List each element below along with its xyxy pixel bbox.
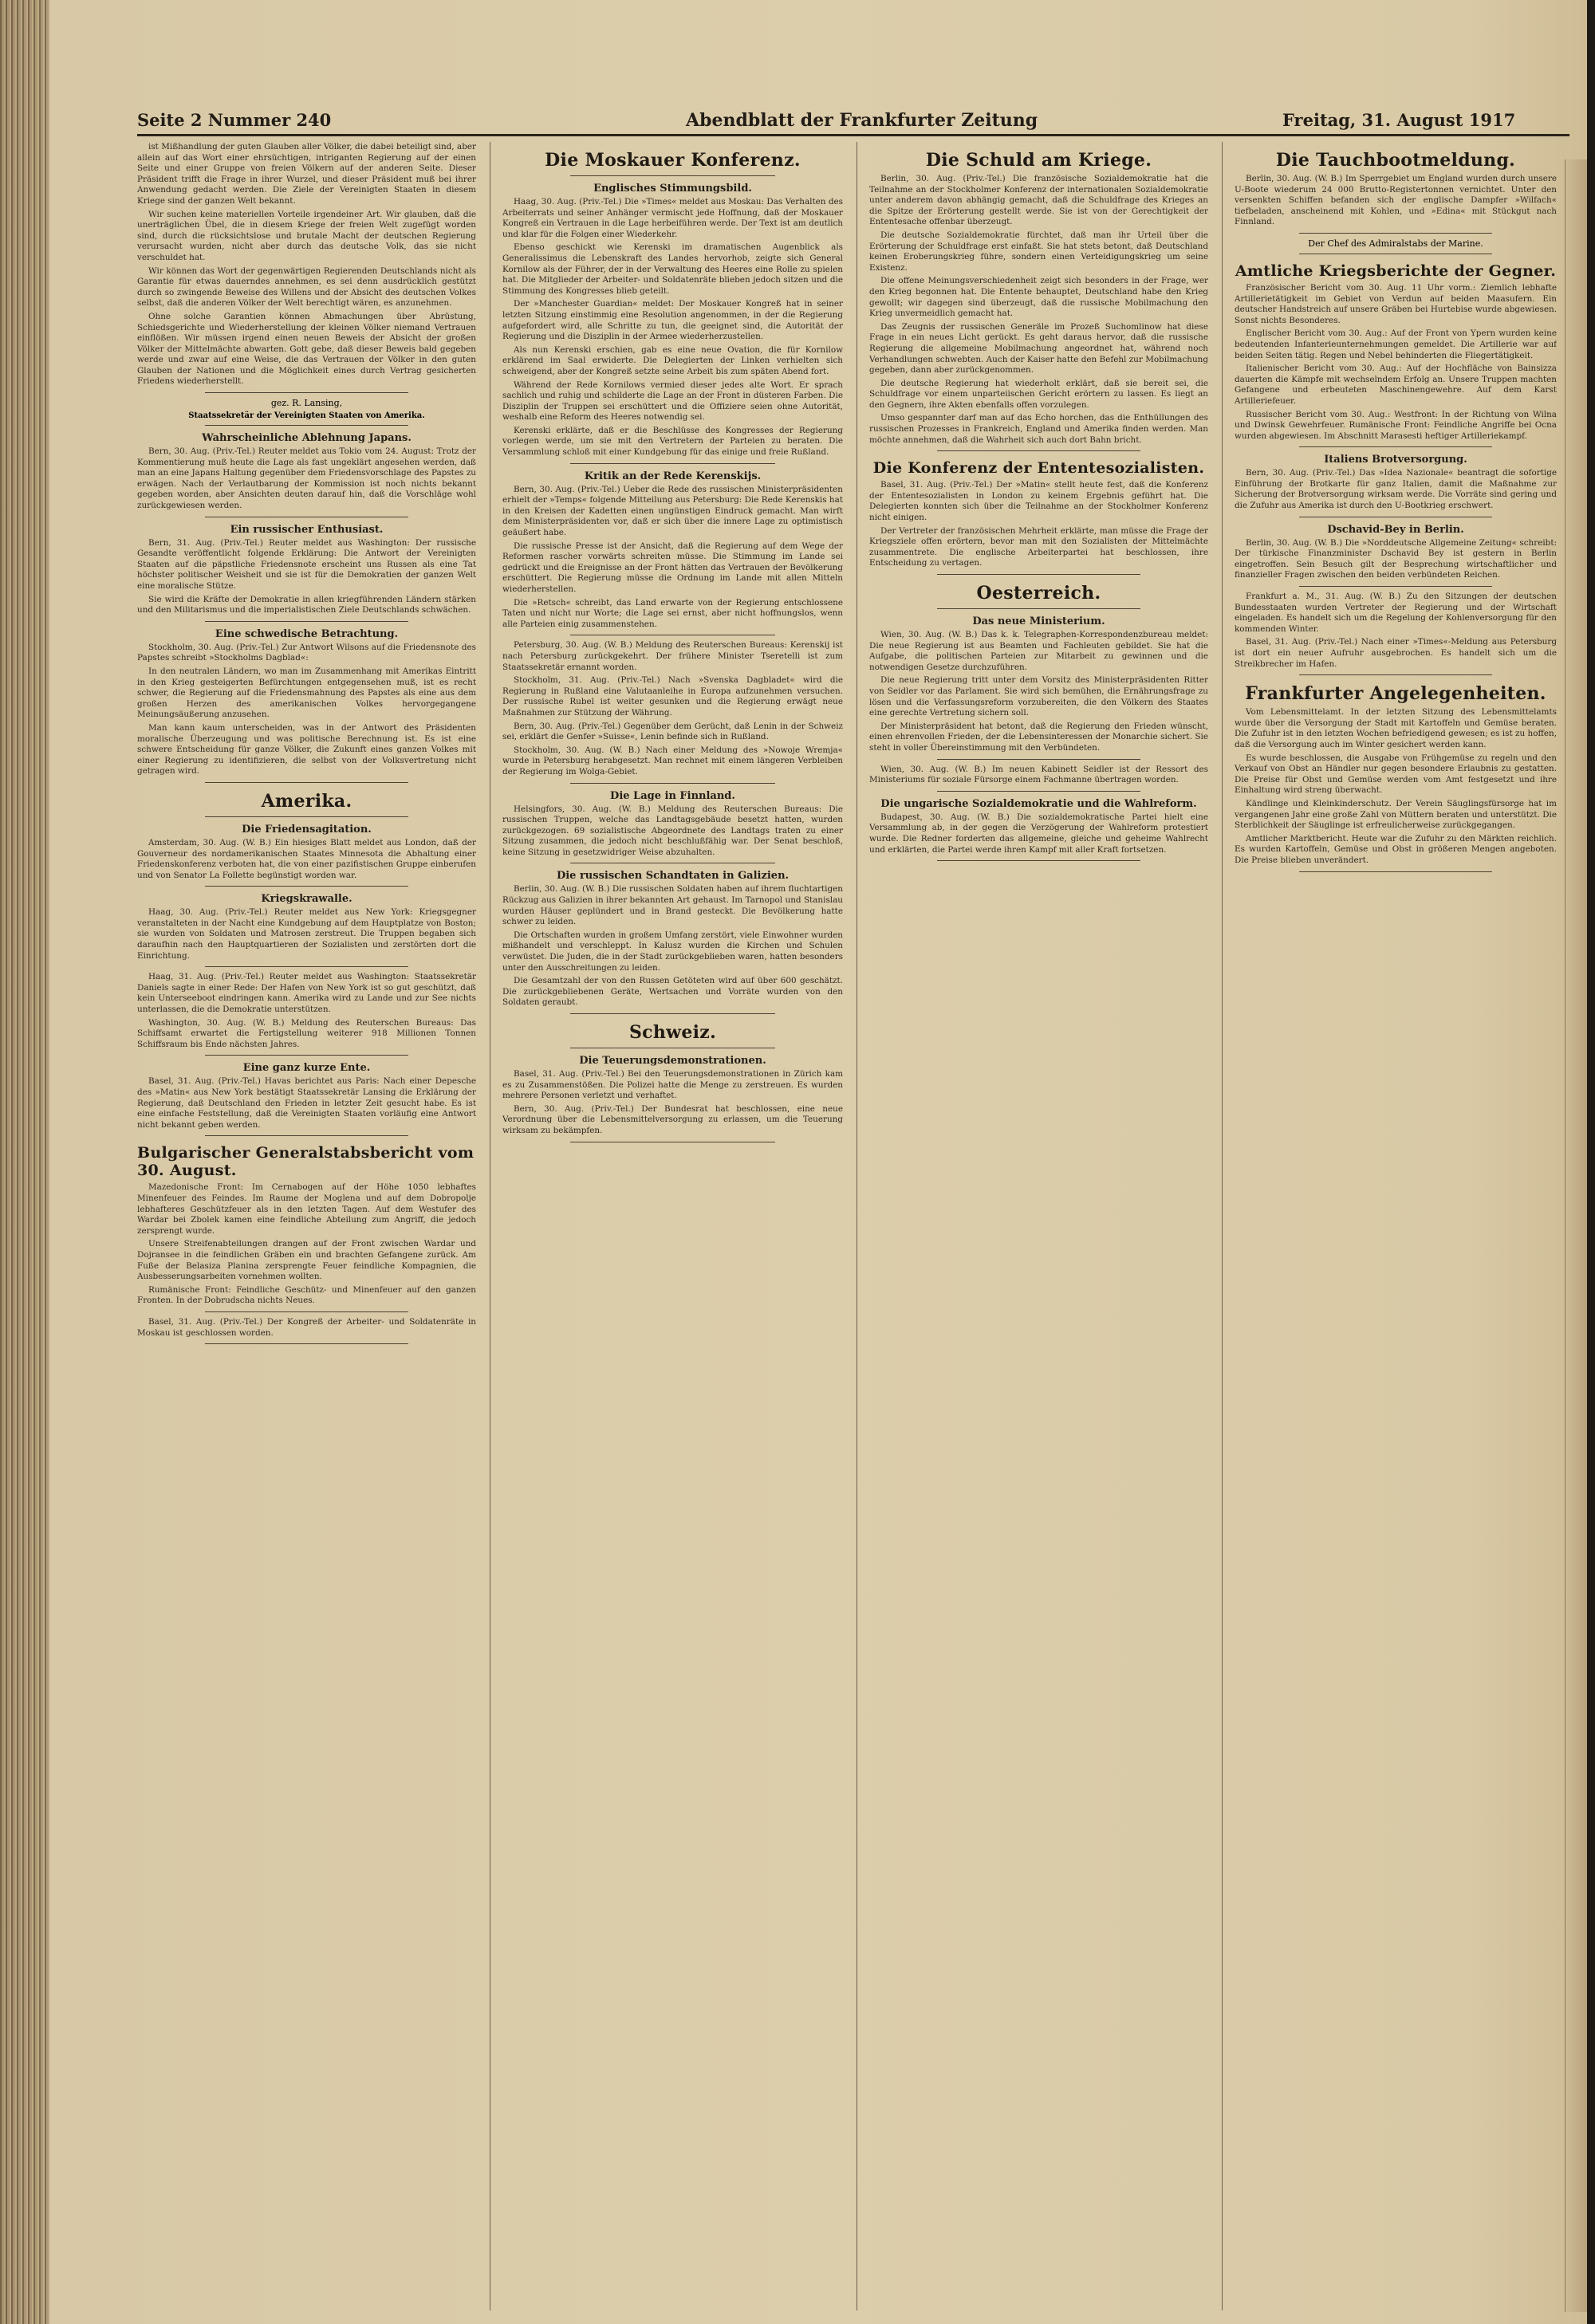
article-paragraph: Amsterdam, 30. Aug. (W. B.) Ein hiesiges Blatt meldet aus London, daß der Gouverneur des nordamerikanischen Staates Minnesota die Abhaltung einer Friedenskonferenz verboten hat, die von einer pazifistischen Gruppe einberufen und von Senator La Follette begünstigt worden war. [137,837,476,880]
article-paragraph: Während der Rede Kornilows vermied dieser jedes alte Wort. Er sprach sachlich und ruhig und schilderte die Lage an der Front in düsteren Farben. Die Disziplin der Truppen sei erschüttert und die Offiziere seien ohne Autorität, weshalb eine Reform des Heeres notwendig sei. [502,379,843,423]
article-paragraph: Bern, 31. Aug. (Priv.-Tel.) Reuter meldet aus Washington: Der russische Gesandte veröffentlicht folgende Erklärung: Die Antwort der Vereinigten Staaten auf die päpstliche Friedensnote erscheint uns Russen als eine Tat höchster politischer Weisheit und sie ist für die Demokratien der ganzen Welt eine moralische Stütze. [137,537,476,591]
article-paragraph: Amtlicher Marktbericht. Heute war die Zufuhr zu den Märkten reichlich. Es wurden Kartoffeln, Gemüse und Obst in größeren Mengen angeboten. Die Preise blieben unverändert. [1235,833,1557,865]
section-divider [937,450,1140,451]
article-paragraph: Das Zeugnis der russischen Generäle im Prozeß Suchomlinow hat diese Frage in ein neues Licht gerückt. Es geht daraus hervor, daß die russische Regierung die allgemeine Mobilmachung angeordnet hat, während noch Verhandlungen schwebten. Auch der Kaiser hatte den Befehl zur Mobilmachung gegeben, dann aber zurückgenommen. [869,321,1208,376]
article-paragraph: Bern, 30. Aug. (Priv.-Tel.) Gegenüber dem Gerücht, daß Lenin in der Schweiz sei, erklärt die Genfer »Suisse«, Lenin befinde sich in Rußland. [502,721,843,742]
section-headline: Die Schuld am Kriege. [925,150,1152,171]
subheadline: Die ungarische Sozialdemokratie und die Wahlreform. [880,797,1197,810]
article-paragraph: Bern, 30. Aug. (Priv.-Tel.) Der Bundesrat hat beschlossen, eine neue Verordnung über die Lebensmittelversorgung zu erlassen, um die Teuerung wirksam zu bekämpfen. [502,1103,843,1135]
section-headline: Schweiz. [628,1022,717,1043]
article-paragraph: Der Ministerpräsident hat betont, daß die Regierung den Frieden wünscht, einen ehrenvollen Frieden, der die Lebensinteressen der Monarchie sichert. Sie steht in voller Übereinstimmung mit den Verbündeten. [869,721,1208,753]
section-divider [205,816,408,817]
binding-edge [0,0,49,2324]
section-divider [570,175,774,176]
page-number: Seite 2 Nummer 240 [137,110,332,130]
subheadline: Das neue Ministerium. [972,615,1105,627]
section-headline: Frankfurter Angelegenheiten. [1245,683,1546,705]
article-paragraph: Der »Manchester Guardian« meldet: Der Moskauer Kongreß hat in seiner letzten Sitzung einstimmig eine Resolution angenommen, in der die Regierung aufgefordert wird, alle Schritte zu tun, die geeignet sind, die Autorität der Regierung und die Disziplin in der Armee wiederherzustellen. [502,299,843,342]
article-paragraph: Washington, 30. Aug. (W. B.) Meldung des Reuterschen Bureaus: Das Schiffsamt erwartet die Fertigstellung weiterer 918 Millionen Tonnen Schiffsraum bis Ende nächsten Jahres. [137,1017,476,1049]
article-paragraph: Wir können das Wort der gegenwärtigen Regierenden Deutschlands nicht als Garantie für etwas dauerndes annehmen, es sei denn ausdrücklich gestützt durch so zwingende Beweise des Willens und der Absicht des deutschen Volkes selbst, daß die anderen Völker der Welt berechtigt wären, es anzunehmen. [137,265,476,309]
article-paragraph: Wir suchen keine materiellen Vorteile irgendeiner Art. Wir glauben, daß die unerträglichen Übel, die in diesem Kriege der freien Welt zugefügt worden sind, durch die rücksichtslose und brutale Macht der deutschen Regierung verursacht wurden, nicht aber durch das deutsche Volk, das sie nicht verschuldet hat. [137,209,476,262]
section-divider [570,463,774,464]
article-paragraph: Die neue Regierung tritt unter dem Vorsitz des Ministerpräsidenten Ritter von Seidler vor das Parlament. Sie wird sich bemühen, die Ernährungsfrage zu lösen und die Verfassungsreform vorzubereiten, die den Völkern des Staates eine gerechte Vertretung sichern soll. [869,675,1208,718]
section-divider [205,621,408,622]
article-paragraph: ist Mißhandlung der guten Glauben aller Völker, die dabei beteiligt sind, aber allein auf das Wort einer ehrsüchtigen, intriganten Regierung auf der einen Seite und einer Gruppe von freien Völkern auf der anderen Seite. Dieser Präsident trifft die Frage in ihrer Wurzel, und dieser Präsident muß bei ihrer Anwendung gedacht werden. Die Ziele der Vereinigten Staaten in diesem Kriege sind der ganzen Welt bekannt. [137,142,476,206]
section-divider [205,1311,408,1312]
section-divider [1299,586,1492,587]
section-divider [937,759,1140,760]
article-paragraph: Die Gesamtzahl der von den Russen Getöteten wird auf über 600 geschätzt. Die zurückgebliebenen Geräte, Wertsachen und Vorräte wurden von den Soldaten geraubt. [502,976,843,1008]
subheadline: Die Friedensagitation. [242,823,372,836]
article-paragraph: Russischer Bericht vom 30. Aug.: Westfront: In der Richtung von Wilna und Dwinsk Gewehrfeuer. Rumänische Front: Feindliche Angriffe bei Ocna wurden abgewiesen. Im Abschnitt Marasesti heftiger Artilleriekampf. [1235,409,1557,441]
subheadline: Englisches Stimmungsbild. [593,183,752,195]
subheadline: Eine ganz kurze Ente. [242,1062,371,1075]
article-paragraph: Französischer Bericht vom 30. Aug. 11 Uhr vorm.: Ziemlich lebhafte Artillerietätigkeit im Gebiet von Verdun auf beiden Maasufern. Ein deutscher Handstreich auf unsere Gräben bei Hurtebise wurde abgewiesen. Sonst nichts Besonderes. [1235,282,1557,325]
article-paragraph: Basel, 31. Aug. (Priv.-Tel.) Bei den Teuerungsdemonstrationen in Zürich kam es zu Zusammenstößen. Die Polizei hatte die Menge zu zerstreuen. Es wurden mehrere Personen verletzt und verhaftet. [502,1069,843,1101]
article-paragraph: Berlin, 30. Aug. (W. B.) Im Sperrgebiet um England wurden durch unsere U-Boote wiederum 24 000 Brutto-Registertonnen vernichtet. Unter den versenkten Schiffen befanden sich der englische Dampfer »Wilfach« tiefbeladen, anscheinend mit Kohlen, und »Edina« mit Stückgut nach Finnland. [1235,174,1557,227]
column-1 [137,142,476,2314]
section-divider [570,783,774,784]
article-paragraph: Kerenski erklärte, daß er die Beschlüsse des Kongresses der Regierung vorlegen werde, um sie mit den Vertretern der Parteien zu beraten. Die Versammlung schloß mit einer Kundgebung für das einige und freie Rußland. [502,425,843,458]
section-divider [205,966,408,967]
section-divider [937,574,1140,575]
column-3 [869,142,1208,2314]
article-paragraph: Petersburg, 30. Aug. (W. B.) Meldung des Reuterschen Bureaus: Kerenskij ist nach Petersburg zurückgekehrt. Der frühere Minister Tseretelli ist zum Staatssekretär ernannt worden. [502,640,843,672]
section-divider [570,1013,774,1014]
section-divider [937,860,1140,861]
article-paragraph: Bern, 30. Aug. (Priv.-Tel.) Reuter meldet aus Tokio vom 24. August: Trotz der Kommentierung muß heute die Lage als fast ungeklärt angesehen werden, daß man an eine Japans Haltung gegenüber dem Friedensvorschlage des Papstes zu erwägen. Nach der Verlautbarung der Kommission ist noch nichts bekannt gegeben worden, aber Ansichten deuten darauf hin, daß die Vorschläge wohl zurückgewiesen werden. [137,446,476,511]
article-paragraph: Ohne solche Garantien können Abmachungen über Abrüstung, Schiedsgerichte und Wiederherstellung der kleinen Völker niemand Vertrauen einflößen. Wir müssen irgend einen neuen Beweis der Absicht der großen Völker der Mittelmächte abwarten. Gott gebe, daß dieser Beweis bald gegeben werde und zwar auf eine Weise, die das Vertrauen der Völker in den guten Glauben der Nationen und die Möglichkeit eines durch Vertrag gesicherten Friedens wiederherstellt. [137,311,476,387]
header-rule [137,134,1569,136]
article-paragraph: Rumänische Front: Feindliche Geschütz- und Minenfeuer auf den ganzen Fronten. In der Dobrudscha nichts Neues. [137,1284,476,1306]
section-divider [1299,446,1492,447]
article-paragraph: Die deutsche Regierung hat wiederholt erklärt, daß sie bereit sei, die Schuldfrage vor einem unparteiischen Gericht erörtern zu lassen. Es liegt an den Gegnern, ihre Akten ebenfalls offen vorzulegen. [869,378,1208,410]
section-divider [1299,674,1492,675]
issue-date: Freitag, 31. August 1917 [1282,110,1516,130]
article-paragraph: Die Ortschaften wurden in großem Umfang zerstört, viele Einwohner wurden mißhandelt und verschleppt. In Kalusz wurden die Kirchen und Schulen verwüstet. Die Juden, die in der Stadt zurückgeblieben waren, hatten besonders unter den Ausschreitungen zu leiden. [502,930,843,973]
section-divider [205,1135,408,1136]
subheadline: Italiens Brotversorgung. [1324,454,1467,466]
subheadline: Dschavid-Bey in Berlin. [1327,523,1464,536]
article-paragraph: Ebenso geschickt wie Kerenski im dramatischen Augenblick als Generalissimus die Lebenskraft des Landes hervorhob, zeigte sich General Kornilow als der Führer, der in der Verwaltung des Heeres eine Rolle zu spielen hat. Die Mitglieder der Arbeiter- und Soldatenräte blieben jedoch sitzen und die Stimmung des Kongresses blieb geteilt. [502,242,843,296]
section-headline: Oesterreich. [976,583,1101,604]
section-divider [1299,871,1492,872]
article-paragraph: Frankfurt a. M., 31. Aug. (W. B.) Zu den Sitzungen der deutschen Bundesstaaten wurden Vertreter der Regierung und der Wirtschaft eingeladen. Es handelt sich um die Regelung der Kohlenversorgung für den kommenden Winter. [1235,592,1557,634]
subheadline: Die Lage in Finnland. [610,789,735,802]
article-paragraph: Kändlinge und Kleinkinderschutz. Der Verein Säuglingsfürsorge hat im vergangenen Jahr eine große Zahl von Müttern beraten und unterstützt. Die Sterblichkeit der Säuglinge ist erfreulicherweise zurückgegangen. [1235,798,1557,831]
article-paragraph: Basel, 31. Aug. (Priv.-Tel.) Havas berichtet aus Paris: Nach einer Depesche des »Matin« aus New York bestätigt Staatssekretär Lansing die Erklärung der Regierung, daß Deutschland den Frieden in letzter Zeit gesucht habe. Es ist eine einfache Feststellung, daß die Vereinigten Staaten vorläufig eine Antwort nicht bekannt geben werden. [137,1076,476,1130]
article-paragraph: Man kann kaum unterscheiden, was in der Antwort des Präsidenten moralische Überzeugung und was politische Berechnung ist. Es ist eine schwere Entscheidung für ganze Völker, die Zukunft eines ganzen Volkes mit einer Regierung zu identifizieren, die selbst von der Volksvertretung nicht getragen wird. [137,722,476,777]
article-paragraph: Unsere Streifenabteilungen drangen auf der Front zwischen Wardar und Dojransee in die feindlichen Gräben ein und brachten Gefangene zurück. Am Fuße der Belasiza Planina zersprengte Feuer feindliche Kompagnien, die Ausbesserungsarbeiten vornehmen wollten. [137,1239,476,1282]
article-paragraph: Helsingfors, 30. Aug. (W. B.) Meldung des Reuterschen Bureaus: Die russischen Truppen, welche das Landtagsgebäude besetzt hatten, wurden zurückgezogen. 69 sozialistische Abgeordnete des Landtags traten zu einer Sitzung zusammen, die jedoch nicht beschlußfähig war. Der Senat beschloß, keine Sitzung in gesetzwidriger Weise abzuhalten. [502,804,843,857]
article-paragraph: Budapest, 30. Aug. (W. B.) Die sozialdemokratische Partei hielt eine Versammlung ab, in der gegen die Verzögerung der Wahlreform protestiert wurde. Die Redner forderten das allgemeine, gleiche und geheime Wahlrecht und erklärten, die Partei werde ihren Kampf mit aller Kraft fortsetzen. [869,812,1208,855]
subheadline: Wahrscheinliche Ablehnung Japans. [202,432,412,445]
article-paragraph: In den neutralen Ländern, wo man im Zusammenhang mit Amerikas Eintritt in den Krieg gesteigerten Befürchtungen entgegensehen muß, ist es recht schwer, die Regierung auf die Friedensmahnung des Papstes als eine aus dem großen Herzen des amerikanischen Volkes hervorgegangene Meinungsäußerung anzusehen. [137,666,476,720]
article-paragraph: Die »Retsch« schreibt, das Land erwarte von der Regierung entschlossene Taten und nicht nur Worte; die Lage sei ernst, aber nicht hoffnungslos, wenn alle Parteien einig zusammenstehen. [502,597,843,629]
article-paragraph: Bern, 30. Aug. (Priv.-Tel.) Das »Idea Nazionale« beantragt die sofortige Einführung der Brotkarte für ganz Italien, damit die Maßnahme zur Sicherung der Brotversorgung wirksam werde. Die Vorräte sind gering und die Zufuhr aus Amerika ist durch den U-Bootkrieg erschwert. [1235,468,1557,511]
article-paragraph: Haag, 31. Aug. (Priv.-Tel.) Reuter meldet aus Washington: Staatssekretär Daniels sagte in einer Rede: Der Hafen von New York ist so gut geschützt, daß kein Unterseeboot eindringen kann. Amerika wird zu Lande und zur See nichts unterlassen, die die Demokratie unterstützen. [137,972,476,1015]
section-headline: Bulgarischer Generalstabsbericht vom 30. August. [137,1144,475,1180]
column-2 [502,142,843,2314]
article-paragraph: Vom Lebensmittelamt. In der letzten Sitzung des Lebensmittelamts wurde über die Versorgung der Stadt mit Kartoffeln und Gemüse beraten. Die Zufuhr ist in den letzten Wochen befriedigend gewesen; es ist zu hoffen, daß die Versorgung auch im Winter gesichert werden kann. [1235,707,1557,749]
article-paragraph: Bern, 30. Aug. (Priv.-Tel.) Ueber die Rede des russischen Ministerpräsidenten erhielt der »Temps« folgende Mitteilung aus Petersburg: Die Rede Kerenskis hat in den Kreisen der Kadetten einen ungünstigen Eindruck gemacht. Man wirft dem Ministerpräsidenten vor, daß er sich über die innere Lage zu optimistisch geäußert habe. [502,484,843,538]
article-paragraph: Haag, 30. Aug. (Priv.-Tel.) Reuter meldet aus New York: Kriegsgegner veranstalteten in der Nacht eine Kundgebung auf dem Hauptplatze von Boston; sie wurden von Soldaten und Matrosen zerstreut. Die Truppen begaben sich daraufhin nach den Hauptquartieren der Sozialisten und zerstörten dort die Einrichtung. [137,907,476,961]
background-edge [1587,0,1595,2324]
section-divider [1299,233,1492,234]
article-paragraph: Berlin, 30. Aug. (W. B.) Die russischen Soldaten haben auf ihrem fluchtartigen Rückzug aus Galizien in ihrer bekannten Art gehaust. Im Tarnopol und Stanislau wurden Häuser geplündert und in Brand gesteckt. Die Bevölkerung hatte schwer zu leiden. [502,884,843,927]
section-divider [205,1343,408,1344]
section-headline: Die Tauchbootmeldung. [1275,150,1516,171]
column-4 [1235,142,1557,2314]
section-divider [205,392,408,393]
section-headline: Amerika. [261,790,352,812]
subheadline: Kriegskrawalle. [261,893,352,906]
article-paragraph: Basel, 31. Aug. (Priv.-Tel.) Der Kongreß der Arbeiter- und Soldatenräte in Moskau ist geschlossen worden. [137,1316,476,1338]
article-paragraph: Es wurde beschlossen, die Ausgabe von Frühgemüse zu regeln und den Verkauf von Obst an Händler nur gegen besondere Erlaubnis zu gestatten. Die Preise für Obst und Gemüse werden vom Amt festgesetzt und ihre Einhaltung wird streng überwacht. [1235,753,1557,796]
masthead: Abendblatt der Frankfurter Zeitung [686,110,1038,131]
article-paragraph: Die deutsche Sozialdemokratie fürchtet, daß man ihr Urteil über die Erörterung der Schuldfrage erst einfaßt. Sie hat stets betont, daß Deutschland keinen Eroberungskrieg führe, sondern einen Verteidigungskrieg um seine Existenz. [869,230,1208,273]
subheadline: Eine schwedische Betrachtung. [215,627,399,640]
article-paragraph: Stockholm, 31. Aug. (Priv.-Tel.) Nach »Svenska Dagbladet« wird die Regierung in Rußland eine Valutaanleihe in Europa aufzunehmen versuchen. Der russische Rubel ist weiter gesunken und die Regierung erwägt neue Maßnahmen zur Stützung der Währung. [502,675,843,718]
article-paragraph: Wien, 30. Aug. (W. B.) Im neuen Kabinett Seidler ist der Ressort des Ministeriums für soziale Fürsorge einem Fachmanne übertragen worden. [869,764,1208,785]
section-divider [205,782,408,783]
section-divider [205,425,408,426]
article-paragraph: Wien, 30. Aug. (W. B.) Das k. k. Telegraphen-Korrespondenzbureau meldet: Die neue Regierung ist aus Beamten und Fachleuten gebildet. Sie hat die Aufgabe, die politischen Parteien zur Mitarbeit zu gewinnen und die notwendigen Gesetze durchzuführen. [869,630,1208,672]
article-paragraph: Haag, 30. Aug. (Priv.-Tel.) Die »Times« meldet aus Moskau: Das Verhalten des Arbeiterrats und seiner Anhänger vermischt jede Hoffnung, daß der Moskauer Kongreß ein Vertrauen in die Lage herbeiführen werde. Der Text ist am deutlich und klar für die Folgen einer Wiederkehr. [502,197,843,239]
section-divider [205,1055,408,1056]
section-divider [937,608,1140,609]
article-paragraph: Berlin, 30. Aug. (Priv.-Tel.) Die französische Sozialdemokratie hat die Teilnahme an der Stockholmer Konferenz der internationalen Sozialdemokratie unter anderem davon abhängig gemacht, daß die Schuldfrage des Krieges an die Spitze der Erörterung gestellt werde. Sie ist von der Gerechtigkeit der Ententesache offenbar überzeugt. [869,174,1208,227]
section-divider [205,886,408,887]
next-page-edge [1565,159,1588,2312]
article-paragraph: Umso gespannter darf man auf das Echo horchen, das die Enthüllungen des russischen Prozesses in Frankreich, England und Amerika finden werden. Man möchte annehmen, daß die Wahrheit sich auch dort Bahn bricht. [869,413,1208,445]
article-paragraph: Sie wird die Kräfte der Demokratie in allen kriegführenden Ländern stärken und den Militarismus und die imperialistischen Ziele Deutschlands schwächen. [137,594,476,615]
subheadline: Die Teuerungsdemonstrationen. [579,1055,766,1067]
signature: Der Chef des Admiralstabs der Marine. [1308,238,1483,249]
section-headline: Die Moskauer Konferenz. [545,150,801,171]
article-paragraph: Als nun Kerenski erschien, gab es eine neue Ovation, die für Kornilow erklärend im Saal erwiderte. Die Delegierten der Linken verhielten sich schweigend, aber der Kongreß setzte seine Arbeit bis zum späten Abend fort. [502,344,843,376]
article-paragraph: Der Vertreter der französischen Mehrheit erklärte, man müsse die Frage der Kriegsziele offen erörtern, bevor man mit den Sozialisten der Mittelmächte zusammentrete. Die englische Arbeiterpartei hat beschlossen, ihre Entscheidung zu vertagen. [869,525,1208,568]
article-paragraph: Die offene Meinungsverschiedenheit zeigt sich besonders in der Frage, wer den Krieg begonnen hat. Die Entente behauptet, Deutschland habe den Krieg gewollt; wir dagegen sind überzeugt, daß die russische Mobilmachung den Krieg unvermeidlich gemacht hat. [869,276,1208,319]
section-divider [937,791,1140,792]
article-paragraph: Englischer Bericht vom 30. Aug.: Auf der Front von Ypern wurden keine bedeutenden Infanterieunternehmungen gemeldet. Die Artillerie war auf beiden Seiten tätig. Regen und Nebel behinderten die Fliegertätigkeit. [1235,328,1557,360]
article-paragraph: Basel, 31. Aug. (Priv.-Tel.) Nach einer »Times«-Meldung aus Petersburg ist dort ein neuer Aufruhr ausgebrochen. Es handelt sich um die Streikbrecher im Hafen. [1235,637,1557,669]
subheadline: Ein russischer Enthusiast. [230,523,384,536]
article-paragraph: Stockholm, 30. Aug. (W. B.) Nach einer Meldung des »Nowoje Wremja« wurde in Petersburg herabgesetzt. Man rechnet mit einem längeren Verbleiben der Regierung im Wolga-Gebiet. [502,745,843,777]
signature-role: Staatssekretär der Vereinigten Staaten von Amerika. [188,411,425,421]
article-paragraph: Italienischer Bericht vom 30. Aug.: Auf der Hochfläche von Bainsizza dauerten die Kämpfe mit wechselndem Erfolg an. Unsere Truppen machten Gefangene und erbeuteten Maschinengewehre. Auf dem Karst Artilleriefeuer. [1235,364,1557,406]
subheadline: Kritik an der Rede Kerenskijs. [584,470,762,482]
signature: gez. R. Lansing, [270,398,343,409]
article-paragraph: Mazedonische Front: Im Cernabogen auf der Höhe 1050 lebhaftes Minenfeuer des Feindes. Im Raume der Moglena und auf dem Dobropolje lebhafteres Geschützfeuer als in den letzten Tagen. Auf dem Westufer des Wardar bei Zbolek kamen eine feindliche Abteilung zum Angriff, die jedoch zersprengt wurde. [137,1182,476,1236]
column-divider [1222,142,1223,2310]
section-headline: Amtliche Kriegsberichte der Gegner. [1235,261,1557,280]
article-paragraph: Stockholm, 30. Aug. (Priv.-Tel.) Zur Antwort Wilsons auf die Friedensnote des Papstes schreibt »Stockholms Dagblad«: [137,642,476,663]
article-paragraph: Basel, 31. Aug. (Priv.-Tel.) Der »Matin« stellt heute fest, daß die Konferenz der Ententesozialisten in London zu keinem Ergebnis geführt hat. Die Delegierten konnten sich über die Teilnahme an der Stockholmer Konferenz nicht einigen. [869,480,1208,523]
article-paragraph: Berlin, 30. Aug. (W. B.) Die »Norddeutsche Allgemeine Zeitung« schreibt: Der türkische Finanzminister Dschavid Bey ist gestern in Berlin eingetroffen. Sein Besuch gilt der Besprechung wirtschaftlicher und finanzieller Fragen zwischen den beiden verbündeten Reichen. [1235,537,1557,580]
subheadline: Die russischen Schandtaten in Galizien. [556,870,790,883]
article-paragraph: Die russische Presse ist der Ansicht, daß die Regierung auf dem Wege der Reformen rascher vorwärts schreiten müsse. Die Stimmung im Lande sei gedrückt und die Ereignisse an der Front hätten das Vertrauen der Bevölkerung erschüttert. Die Regierung müsse die Ordnung im Lande mit allen Mitteln wiederherstellen. [502,541,843,594]
section-headline: Die Konferenz der Ententesozialisten. [872,459,1205,478]
